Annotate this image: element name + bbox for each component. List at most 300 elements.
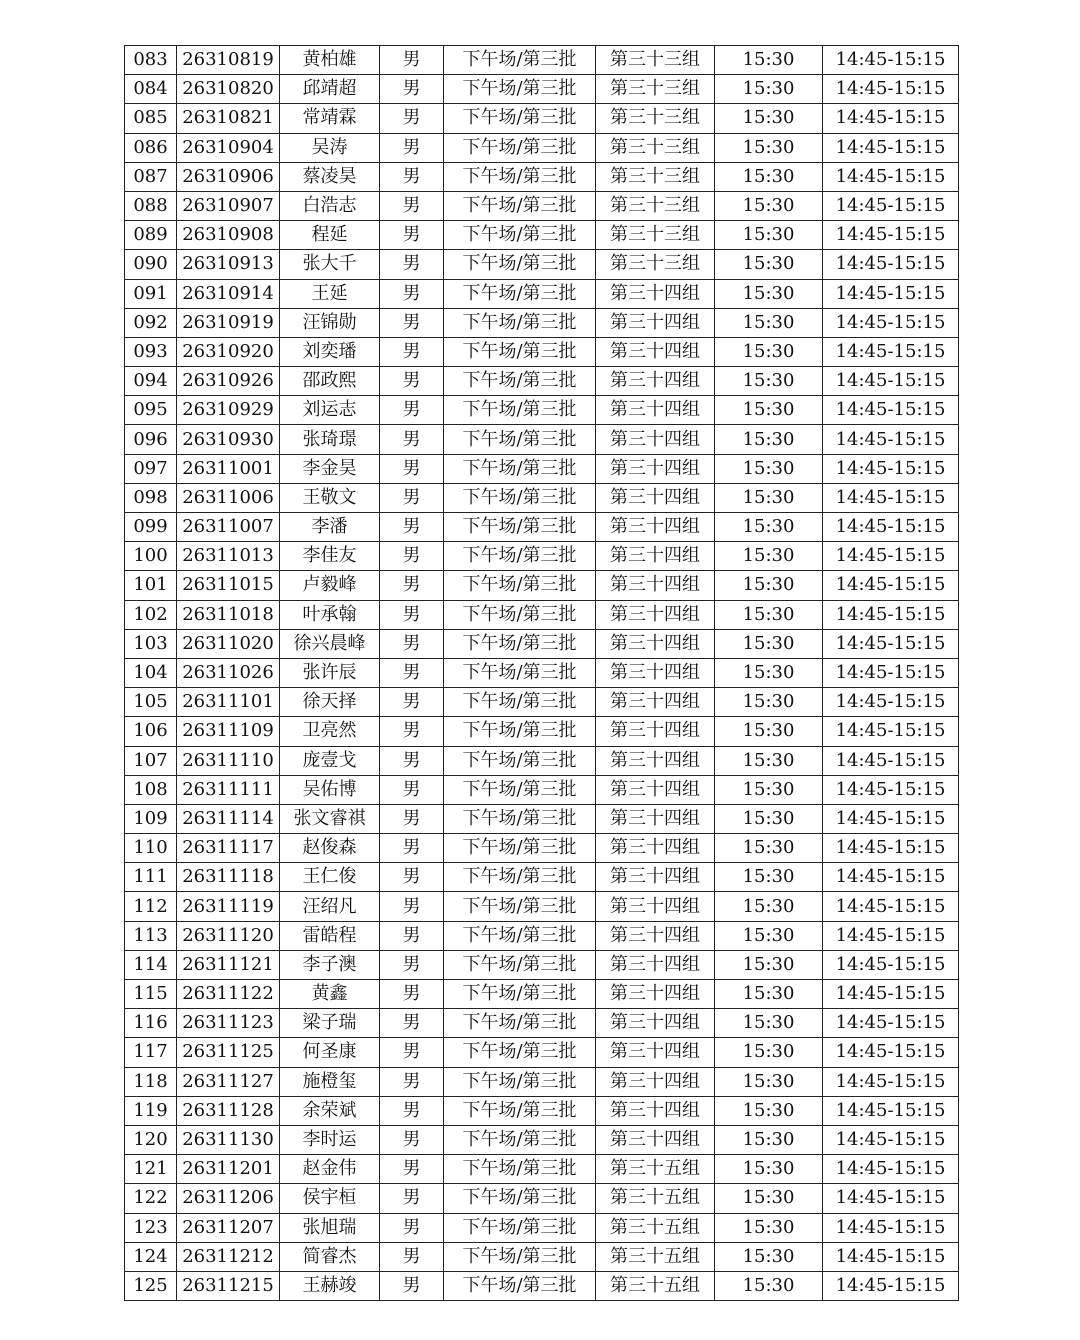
cell-session: 下午场/第三批: [444, 1125, 596, 1154]
cell-ticket: 26311114: [177, 804, 280, 833]
cell-group: 第三十四组: [596, 513, 715, 542]
cell-session: 下午场/第三批: [444, 221, 596, 250]
cell-session: 下午场/第三批: [444, 804, 596, 833]
cell-group: 第三十五组: [596, 1271, 715, 1300]
cell-seq: 105: [125, 688, 177, 717]
cell-name: 李时运: [280, 1125, 380, 1154]
cell-time-slot: 14:45-15:15: [823, 1242, 959, 1271]
cell-time-slot: 14:45-15:15: [823, 921, 959, 950]
cell-time-slot: 14:45-15:15: [823, 221, 959, 250]
cell-session: 下午场/第三批: [444, 1096, 596, 1125]
cell-time-slot: 14:45-15:15: [823, 1067, 959, 1096]
cell-gender: 男: [380, 279, 444, 308]
cell-ticket: 26311130: [177, 1125, 280, 1154]
cell-ticket: 26311015: [177, 571, 280, 600]
cell-session: 下午场/第三批: [444, 1213, 596, 1242]
cell-seq: 110: [125, 834, 177, 863]
cell-session: 下午场/第三批: [444, 1067, 596, 1096]
cell-check-in: 15:30: [715, 250, 823, 279]
cell-time-slot: 14:45-15:15: [823, 425, 959, 454]
table-row: [125, 1125, 959, 1154]
cell-ticket: 26310819: [177, 46, 280, 75]
roster-table: [124, 45, 959, 1301]
cell-name: 雷皓程: [280, 921, 380, 950]
table-row: [125, 688, 959, 717]
cell-group: 第三十四组: [596, 1067, 715, 1096]
cell-check-in: 15:30: [715, 162, 823, 191]
cell-name: 张大千: [280, 250, 380, 279]
cell-check-in: 15:30: [715, 191, 823, 220]
cell-seq: 099: [125, 513, 177, 542]
cell-group: 第三十四组: [596, 921, 715, 950]
cell-group: 第三十三组: [596, 104, 715, 133]
cell-time-slot: 14:45-15:15: [823, 46, 959, 75]
cell-check-in: 15:30: [715, 804, 823, 833]
cell-gender: 男: [380, 133, 444, 162]
cell-seq: 098: [125, 483, 177, 512]
cell-group: 第三十四组: [596, 425, 715, 454]
cell-name: 邱靖超: [280, 75, 380, 104]
cell-name: 侯宇桓: [280, 1184, 380, 1213]
table-row: [125, 746, 959, 775]
cell-ticket: 26311121: [177, 950, 280, 979]
table-row: [125, 75, 959, 104]
cell-session: 下午场/第三批: [444, 600, 596, 629]
cell-ticket: 26311207: [177, 1213, 280, 1242]
cell-ticket: 26311117: [177, 834, 280, 863]
cell-name: 叶承翰: [280, 600, 380, 629]
cell-ticket: 26311110: [177, 746, 280, 775]
cell-name: 赵金伟: [280, 1155, 380, 1184]
cell-session: 下午场/第三批: [444, 454, 596, 483]
cell-time-slot: 14:45-15:15: [823, 746, 959, 775]
cell-time-slot: 14:45-15:15: [823, 571, 959, 600]
cell-check-in: 15:30: [715, 1096, 823, 1125]
cell-name: 李潘: [280, 513, 380, 542]
cell-seq: 113: [125, 921, 177, 950]
cell-check-in: 15:30: [715, 396, 823, 425]
cell-group: 第三十四组: [596, 1038, 715, 1067]
cell-gender: 男: [380, 863, 444, 892]
cell-ticket: 26311013: [177, 542, 280, 571]
cell-check-in: 15:30: [715, 104, 823, 133]
cell-ticket: 26311001: [177, 454, 280, 483]
cell-ticket: 26310821: [177, 104, 280, 133]
cell-time-slot: 14:45-15:15: [823, 688, 959, 717]
cell-group: 第三十四组: [596, 746, 715, 775]
cell-time-slot: 14:45-15:15: [823, 1125, 959, 1154]
cell-gender: 男: [380, 396, 444, 425]
cell-group: 第三十四组: [596, 892, 715, 921]
cell-gender: 男: [380, 104, 444, 133]
cell-seq: 108: [125, 775, 177, 804]
cell-seq: 109: [125, 804, 177, 833]
cell-session: 下午场/第三批: [444, 775, 596, 804]
cell-gender: 男: [380, 221, 444, 250]
cell-session: 下午场/第三批: [444, 308, 596, 337]
cell-check-in: 15:30: [715, 483, 823, 512]
cell-session: 下午场/第三批: [444, 863, 596, 892]
cell-name: 黄柏雄: [280, 46, 380, 75]
cell-ticket: 26311122: [177, 980, 280, 1009]
cell-time-slot: 14:45-15:15: [823, 775, 959, 804]
cell-session: 下午场/第三批: [444, 337, 596, 366]
cell-time-slot: 14:45-15:15: [823, 542, 959, 571]
cell-gender: 男: [380, 162, 444, 191]
cell-check-in: 15:30: [715, 133, 823, 162]
cell-group: 第三十四组: [596, 367, 715, 396]
table-row: [125, 513, 959, 542]
table-row: [125, 980, 959, 1009]
cell-gender: 男: [380, 75, 444, 104]
table-row: [125, 1096, 959, 1125]
table-row: [125, 454, 959, 483]
cell-ticket: 26311206: [177, 1184, 280, 1213]
table-row: [125, 892, 959, 921]
cell-gender: 男: [380, 46, 444, 75]
cell-time-slot: 14:45-15:15: [823, 191, 959, 220]
cell-check-in: 15:30: [715, 454, 823, 483]
cell-check-in: 15:30: [715, 950, 823, 979]
cell-check-in: 15:30: [715, 746, 823, 775]
cell-seq: 124: [125, 1242, 177, 1271]
cell-time-slot: 14:45-15:15: [823, 717, 959, 746]
table-row: [125, 308, 959, 337]
cell-session: 下午场/第三批: [444, 250, 596, 279]
cell-time-slot: 14:45-15:15: [823, 337, 959, 366]
cell-check-in: 15:30: [715, 658, 823, 687]
cell-check-in: 15:30: [715, 921, 823, 950]
cell-seq: 125: [125, 1271, 177, 1300]
cell-group: 第三十四组: [596, 483, 715, 512]
cell-seq: 106: [125, 717, 177, 746]
cell-session: 下午场/第三批: [444, 396, 596, 425]
cell-gender: 男: [380, 337, 444, 366]
cell-gender: 男: [380, 1067, 444, 1096]
cell-name: 王仁俊: [280, 863, 380, 892]
cell-session: 下午场/第三批: [444, 746, 596, 775]
cell-check-in: 15:30: [715, 980, 823, 1009]
cell-check-in: 15:30: [715, 892, 823, 921]
cell-group: 第三十四组: [596, 308, 715, 337]
cell-seq: 114: [125, 950, 177, 979]
cell-ticket: 26311007: [177, 513, 280, 542]
cell-time-slot: 14:45-15:15: [823, 629, 959, 658]
cell-session: 下午场/第三批: [444, 834, 596, 863]
cell-group: 第三十四组: [596, 1009, 715, 1038]
cell-name: 邵政熙: [280, 367, 380, 396]
table-row: [125, 425, 959, 454]
cell-group: 第三十四组: [596, 1096, 715, 1125]
cell-group: 第三十三组: [596, 133, 715, 162]
cell-gender: 男: [380, 542, 444, 571]
table-row: [125, 162, 959, 191]
cell-ticket: 26311111: [177, 775, 280, 804]
cell-time-slot: 14:45-15:15: [823, 600, 959, 629]
cell-seq: 111: [125, 863, 177, 892]
cell-session: 下午场/第三批: [444, 542, 596, 571]
cell-session: 下午场/第三批: [444, 892, 596, 921]
cell-time-slot: 14:45-15:15: [823, 1038, 959, 1067]
cell-ticket: 26311119: [177, 892, 280, 921]
cell-gender: 男: [380, 250, 444, 279]
cell-seq: 094: [125, 367, 177, 396]
cell-seq: 112: [125, 892, 177, 921]
cell-session: 下午场/第三批: [444, 191, 596, 220]
table-row: [125, 250, 959, 279]
cell-check-in: 15:30: [715, 775, 823, 804]
cell-name: 程延: [280, 221, 380, 250]
cell-name: 徐天择: [280, 688, 380, 717]
cell-seq: 095: [125, 396, 177, 425]
cell-session: 下午场/第三批: [444, 1242, 596, 1271]
cell-gender: 男: [380, 1038, 444, 1067]
cell-check-in: 15:30: [715, 308, 823, 337]
roster-rows: [125, 46, 959, 1301]
table-row: [125, 1242, 959, 1271]
cell-name: 吴佑博: [280, 775, 380, 804]
cell-session: 下午场/第三批: [444, 1009, 596, 1038]
cell-check-in: 15:30: [715, 717, 823, 746]
cell-group: 第三十四组: [596, 396, 715, 425]
cell-gender: 男: [380, 425, 444, 454]
cell-check-in: 15:30: [715, 46, 823, 75]
table-row: [125, 483, 959, 512]
cell-group: 第三十五组: [596, 1213, 715, 1242]
cell-ticket: 26311215: [177, 1271, 280, 1300]
cell-gender: 男: [380, 834, 444, 863]
cell-ticket: 26310929: [177, 396, 280, 425]
cell-name: 张许辰: [280, 658, 380, 687]
cell-session: 下午场/第三批: [444, 629, 596, 658]
table-row: [125, 629, 959, 658]
cell-seq: 093: [125, 337, 177, 366]
cell-group: 第三十四组: [596, 980, 715, 1009]
cell-time-slot: 14:45-15:15: [823, 1155, 959, 1184]
cell-group: 第三十四组: [596, 658, 715, 687]
table-row: [125, 337, 959, 366]
cell-gender: 男: [380, 775, 444, 804]
cell-ticket: 26310919: [177, 308, 280, 337]
cell-time-slot: 14:45-15:15: [823, 804, 959, 833]
cell-group: 第三十三组: [596, 191, 715, 220]
cell-group: 第三十四组: [596, 863, 715, 892]
cell-ticket: 26311006: [177, 483, 280, 512]
cell-seq: 102: [125, 600, 177, 629]
cell-name: 庞壹戈: [280, 746, 380, 775]
cell-name: 蔡凌昊: [280, 162, 380, 191]
cell-group: 第三十四组: [596, 1125, 715, 1154]
cell-check-in: 15:30: [715, 834, 823, 863]
cell-ticket: 26310904: [177, 133, 280, 162]
table-row: [125, 104, 959, 133]
cell-gender: 男: [380, 367, 444, 396]
cell-group: 第三十五组: [596, 1242, 715, 1271]
cell-session: 下午场/第三批: [444, 104, 596, 133]
cell-check-in: 15:30: [715, 75, 823, 104]
cell-name: 张琦璟: [280, 425, 380, 454]
cell-seq: 117: [125, 1038, 177, 1067]
cell-seq: 088: [125, 191, 177, 220]
cell-time-slot: 14:45-15:15: [823, 483, 959, 512]
cell-name: 何圣康: [280, 1038, 380, 1067]
cell-ticket: 26311127: [177, 1067, 280, 1096]
cell-group: 第三十四组: [596, 279, 715, 308]
cell-session: 下午场/第三批: [444, 1155, 596, 1184]
cell-name: 汪绍凡: [280, 892, 380, 921]
cell-session: 下午场/第三批: [444, 717, 596, 746]
table-row: [125, 921, 959, 950]
cell-check-in: 15:30: [715, 1242, 823, 1271]
table-row: [125, 46, 959, 75]
cell-time-slot: 14:45-15:15: [823, 834, 959, 863]
cell-gender: 男: [380, 921, 444, 950]
cell-name: 黄鑫: [280, 980, 380, 1009]
cell-seq: 103: [125, 629, 177, 658]
cell-check-in: 15:30: [715, 1271, 823, 1300]
cell-name: 卫亮然: [280, 717, 380, 746]
cell-name: 吴涛: [280, 133, 380, 162]
cell-ticket: 26311018: [177, 600, 280, 629]
cell-gender: 男: [380, 1213, 444, 1242]
cell-seq: 097: [125, 454, 177, 483]
cell-check-in: 15:30: [715, 279, 823, 308]
cell-group: 第三十四组: [596, 454, 715, 483]
cell-session: 下午场/第三批: [444, 133, 596, 162]
cell-time-slot: 14:45-15:15: [823, 1213, 959, 1242]
cell-seq: 084: [125, 75, 177, 104]
cell-gender: 男: [380, 658, 444, 687]
table-row: [125, 1067, 959, 1096]
cell-session: 下午场/第三批: [444, 513, 596, 542]
cell-time-slot: 14:45-15:15: [823, 1271, 959, 1300]
cell-session: 下午场/第三批: [444, 425, 596, 454]
cell-check-in: 15:30: [715, 1067, 823, 1096]
cell-ticket: 26311020: [177, 629, 280, 658]
cell-session: 下午场/第三批: [444, 483, 596, 512]
cell-time-slot: 14:45-15:15: [823, 863, 959, 892]
cell-session: 下午场/第三批: [444, 571, 596, 600]
cell-time-slot: 14:45-15:15: [823, 104, 959, 133]
cell-check-in: 15:30: [715, 600, 823, 629]
cell-group: 第三十三组: [596, 250, 715, 279]
cell-ticket: 26311109: [177, 717, 280, 746]
cell-gender: 男: [380, 980, 444, 1009]
cell-session: 下午场/第三批: [444, 921, 596, 950]
cell-ticket: 26311201: [177, 1155, 280, 1184]
cell-gender: 男: [380, 717, 444, 746]
table-row: [125, 1213, 959, 1242]
cell-gender: 男: [380, 483, 444, 512]
cell-time-slot: 14:45-15:15: [823, 308, 959, 337]
cell-name: 余荣斌: [280, 1096, 380, 1125]
cell-seq: 087: [125, 162, 177, 191]
cell-name: 李子澳: [280, 950, 380, 979]
cell-ticket: 26310908: [177, 221, 280, 250]
cell-ticket: 26310930: [177, 425, 280, 454]
table-row: [125, 221, 959, 250]
table-row: [125, 571, 959, 600]
cell-ticket: 26311123: [177, 1009, 280, 1038]
cell-gender: 男: [380, 892, 444, 921]
cell-time-slot: 14:45-15:15: [823, 1096, 959, 1125]
table-row: [125, 1038, 959, 1067]
cell-gender: 男: [380, 688, 444, 717]
cell-name: 简睿杰: [280, 1242, 380, 1271]
cell-gender: 男: [380, 571, 444, 600]
cell-ticket: 26311125: [177, 1038, 280, 1067]
cell-group: 第三十三组: [596, 46, 715, 75]
cell-session: 下午场/第三批: [444, 950, 596, 979]
cell-seq: 092: [125, 308, 177, 337]
cell-seq: 115: [125, 980, 177, 1009]
cell-check-in: 15:30: [715, 542, 823, 571]
cell-check-in: 15:30: [715, 629, 823, 658]
table-row: [125, 367, 959, 396]
cell-seq: 123: [125, 1213, 177, 1242]
cell-ticket: 26311120: [177, 921, 280, 950]
cell-group: 第三十五组: [596, 1155, 715, 1184]
cell-session: 下午场/第三批: [444, 1271, 596, 1300]
cell-name: 汪锦勋: [280, 308, 380, 337]
cell-seq: 120: [125, 1125, 177, 1154]
cell-time-slot: 14:45-15:15: [823, 75, 959, 104]
cell-time-slot: 14:45-15:15: [823, 513, 959, 542]
table-row: [125, 1271, 959, 1300]
cell-ticket: 26310907: [177, 191, 280, 220]
cell-group: 第三十四组: [596, 629, 715, 658]
cell-group: 第三十三组: [596, 221, 715, 250]
table-row: [125, 1184, 959, 1213]
cell-ticket: 26311212: [177, 1242, 280, 1271]
cell-seq: 096: [125, 425, 177, 454]
cell-time-slot: 14:45-15:15: [823, 950, 959, 979]
table-row: [125, 1009, 959, 1038]
cell-gender: 男: [380, 804, 444, 833]
cell-seq: 101: [125, 571, 177, 600]
cell-check-in: 15:30: [715, 425, 823, 454]
cell-name: 张旭瑞: [280, 1213, 380, 1242]
table-row: [125, 717, 959, 746]
cell-time-slot: 14:45-15:15: [823, 133, 959, 162]
cell-check-in: 15:30: [715, 1213, 823, 1242]
cell-name: 常靖霖: [280, 104, 380, 133]
cell-ticket: 26310914: [177, 279, 280, 308]
cell-gender: 男: [380, 746, 444, 775]
cell-time-slot: 14:45-15:15: [823, 658, 959, 687]
table-row: [125, 863, 959, 892]
cell-ticket: 26311026: [177, 658, 280, 687]
cell-check-in: 15:30: [715, 367, 823, 396]
cell-seq: 085: [125, 104, 177, 133]
cell-time-slot: 14:45-15:15: [823, 367, 959, 396]
cell-name: 徐兴晨峰: [280, 629, 380, 658]
cell-ticket: 26311128: [177, 1096, 280, 1125]
cell-seq: 118: [125, 1067, 177, 1096]
cell-ticket: 26310820: [177, 75, 280, 104]
cell-group: 第三十四组: [596, 834, 715, 863]
cell-gender: 男: [380, 629, 444, 658]
cell-gender: 男: [380, 1155, 444, 1184]
cell-gender: 男: [380, 308, 444, 337]
cell-ticket: 26311118: [177, 863, 280, 892]
cell-seq: 083: [125, 46, 177, 75]
cell-seq: 122: [125, 1184, 177, 1213]
cell-gender: 男: [380, 1125, 444, 1154]
cell-session: 下午场/第三批: [444, 46, 596, 75]
cell-seq: 090: [125, 250, 177, 279]
cell-time-slot: 14:45-15:15: [823, 396, 959, 425]
